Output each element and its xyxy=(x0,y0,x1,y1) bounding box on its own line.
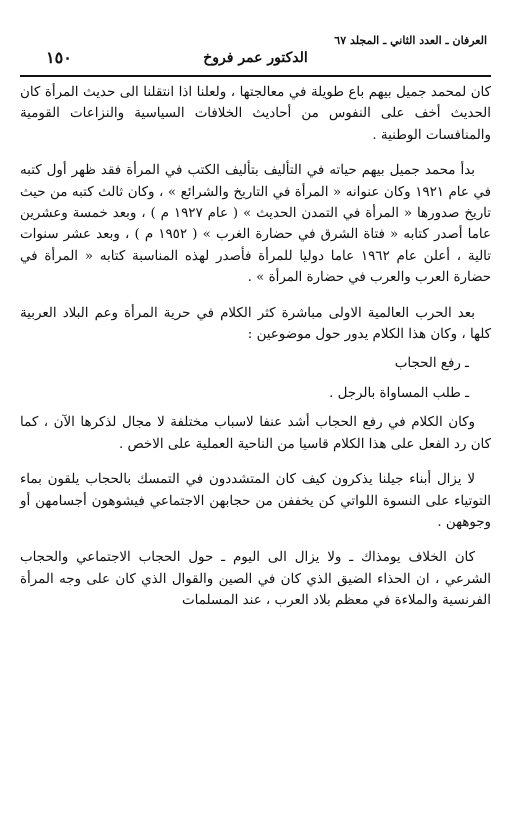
paragraph: وكان الكلام في رفع الحجاب أشد عنفا لاسباب مختلفة لا مجال لذكرها الآن ، كما كان رد الفعل على هذا الكلام قاسيا من الناحية العملية على الاخص . xyxy=(20,415,491,452)
page-number: ١٥٠ xyxy=(46,48,72,67)
paragraph: كان لمحمد جميل بيهم باع طويلة في معالجتها ، ولعلنا اذا انتقلنا الى حديث المرأة كان الحديث أخف على النفوس من أحاديث الخلافات السياسية والنزاعات القومية والمنافسات الوطنية . xyxy=(20,85,491,143)
list-item: ـ طلب المساواة بالرجل . xyxy=(329,385,469,401)
paragraph: كان الخلاف يومذاك ـ ولا يزال الى اليوم ـ حول الحجاب الاجتماعي والحجاب الشرعي ، ان الحذاء الضيق الذي كان في الصين والقوال الذي كان على وجه المرأة الفرنسية والملاءة في معظم بلاد العرب ، عند المسلمات xyxy=(20,550,491,609)
article-body xyxy=(20,82,491,612)
paragraph: لا يزال أبناء جيلنا يذكرون كيف كان المتشددون في التمسك بالحجاب يلقون بماء التوتياء على النسوة اللواتي كن يخففن من حجابهن الاجتماعي فيشوهون أجسامهن أو وجوههن . xyxy=(20,472,491,530)
author-name: الدكتور عمر فروخ xyxy=(203,50,308,66)
page-header xyxy=(20,30,491,82)
list-item: ـ رفع الحجاب xyxy=(394,356,469,372)
paragraph: بدأ محمد جميل بيهم حياته في التأليف بتأليف الكتب في المرأة فقد ظهر أول كتبه في عام ١٩٢١ وكان عنوانه « المرأة في التاريخ والشرائع » ، وكان ثالث كتبه من حيث تاريخ صدورها « المرأة في التمدن الحديث » ( عام ١٩٢٧ م ) ، وبعد خمسة وعشرين عاما أصدر كتابه « فتاة الشرق في حضارة الغرب » ( ١٩٥٢ م ) ، وبعد عشر سنوات تالية ، أعلن عام ١٩٦٢ عاما دوليا للمرأة فأصدر لهذه المناسبة كتابه « المرأة في حضارة العرب والعرب في حضارة المرأة » . xyxy=(20,163,492,286)
paragraph: بعد الحرب العالمية الاولى مباشرة كثر الكلام في حرية المرأة وعم البلاد العربية كلها ، وكان هذا الكلام يدور حول موضوعين : xyxy=(20,305,491,343)
header-rule xyxy=(20,75,491,77)
journal-title: العرفان ـ العدد الثاني ـ المجلد ٦٧ xyxy=(334,34,487,47)
